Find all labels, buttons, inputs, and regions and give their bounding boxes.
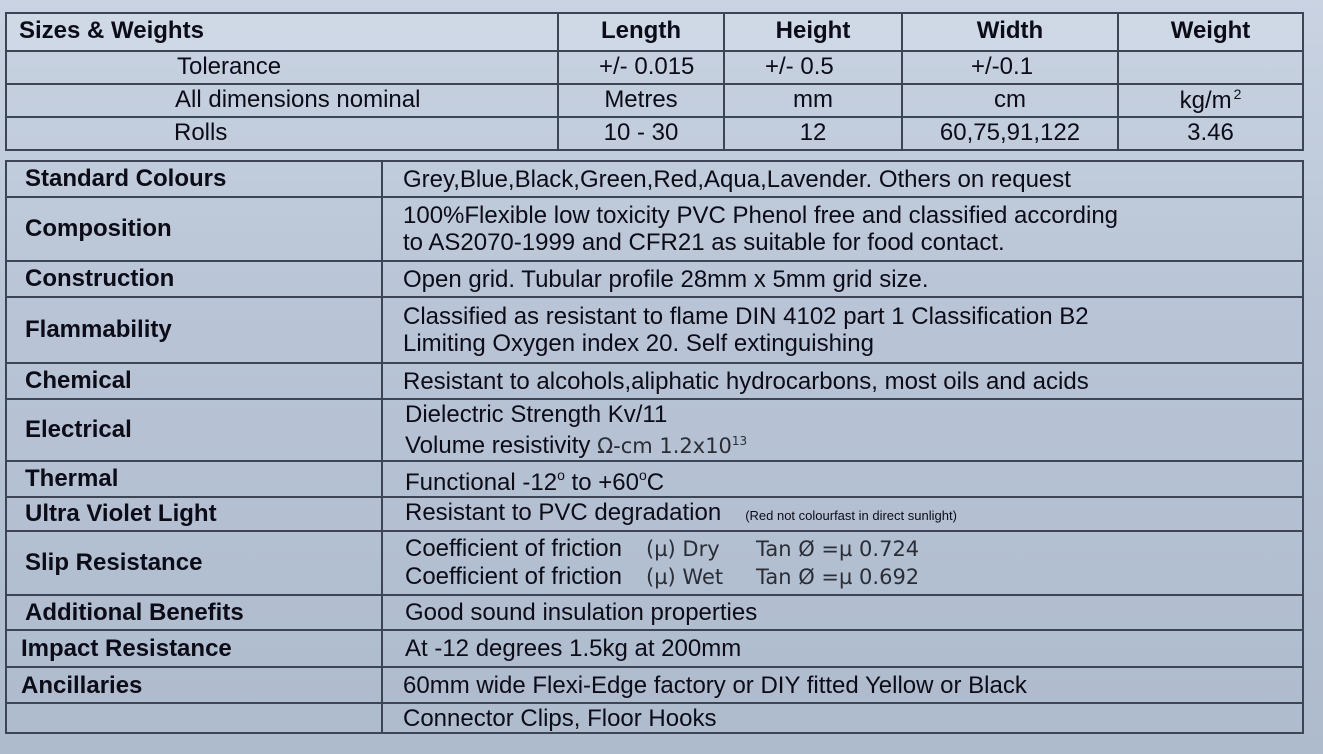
composition-label: Composition (6, 197, 382, 261)
additional-benefits-label: Additional Benefits (6, 595, 382, 630)
tolerance-weight (1118, 51, 1303, 84)
resistivity-exponent: 13 (731, 433, 748, 448)
tolerance-row (6, 51, 1303, 84)
composition-line-1: 100%Flexible low toxicity PVC Phenol free and classified according (403, 202, 1119, 229)
ancillaries-label: Ancillaries (6, 667, 382, 703)
slip-row-wet (405, 563, 1302, 591)
uv-value (382, 497, 1303, 531)
rolls-width: 60,75,91,122 (902, 117, 1118, 150)
sizes-weights-heading: Sizes & Weights (6, 13, 558, 51)
ancillaries-value-2: Connector Clips, Floor Hooks (382, 703, 1303, 733)
slip-wet-text: Coefficient of friction (405, 563, 622, 590)
impact-resistance-row (6, 630, 1303, 667)
rolls-height: 12 (724, 117, 902, 150)
electrical-label: Electrical (6, 399, 382, 461)
impact-resistance-label: Impact Resistance (6, 630, 382, 667)
standard-colours-row (6, 161, 1303, 197)
width-heading: Width (902, 13, 1118, 51)
nominal-weight-unit (1118, 84, 1303, 117)
slip-resistance-value (382, 531, 1303, 595)
resistivity-number: Ω-cm 1.2x10 (597, 433, 732, 458)
uv-note: (Red not colourfast in direct sunlight) (745, 508, 957, 523)
thermal-row (6, 461, 1303, 497)
slip-dry-unit: (µ) Dry (646, 537, 720, 561)
electrical-value (382, 399, 1303, 461)
rolls-row (6, 117, 1303, 150)
uv-label: Ultra Violet Light (6, 497, 382, 531)
flammability-line-1: Classified as resistant to flame DIN 4102 part 1 Classification B2 (403, 303, 1089, 330)
slip-wet-tan: Tan Ø =µ 0.692 (756, 565, 920, 589)
ancillaries-row (6, 667, 1303, 703)
nominal-height-unit: mm (724, 84, 902, 117)
ancillaries-label-empty (6, 703, 382, 733)
thermal-degree-a: o (557, 467, 565, 483)
rolls-label: Rolls (6, 117, 558, 150)
slip-dry-text: Coefficient of friction (405, 535, 622, 562)
rolls-length: 10 - 30 (558, 117, 724, 150)
weight-unit-superscript: 2 (1233, 86, 1242, 102)
rolls-weight: 3.46 (1118, 117, 1303, 150)
standard-colours-value: Grey,Blue,Black,Green,Red,Aqua,Lavender. Others on request (382, 161, 1303, 197)
nominal-row (6, 84, 1303, 117)
composition-line-2: to AS2070-1999 and CFR21 as suitable for food contact. (403, 229, 1005, 256)
nominal-length-unit: Metres (558, 84, 724, 117)
ancillaries-value-1: 60mm wide Flexi-Edge factory or DIY fitted Yellow or Black (382, 667, 1303, 703)
flammability-row (6, 297, 1303, 363)
electrical-line-1: Dielectric Strength Kv/11 (405, 400, 668, 428)
tolerance-width: +/-0.1 (902, 51, 1118, 84)
slip-wet-unit: (µ) Wet (646, 565, 724, 589)
thermal-value (382, 461, 1303, 497)
construction-label: Construction (6, 261, 382, 297)
chemical-label: Chemical (6, 363, 382, 399)
uv-text: Resistant to PVC degradation (405, 499, 722, 526)
thermal-text-c: C (646, 469, 665, 496)
ancillaries-row-2 (6, 703, 1303, 733)
standard-colours-label: Standard Colours (6, 161, 382, 197)
flammability-line-2: Limiting Oxygen index 20. Self extinguishing (403, 330, 874, 357)
slip-resistance-row (6, 531, 1303, 595)
nominal-label: All dimensions nominal (6, 84, 558, 117)
tolerance-length: +/- 0.015 (558, 51, 724, 84)
resistivity-value (597, 434, 747, 458)
slip-row-dry (405, 535, 1302, 563)
sizes-header-row (6, 13, 1303, 51)
construction-row (6, 261, 1303, 297)
electrical-row (6, 399, 1303, 461)
nominal-width-unit: cm (902, 84, 1118, 117)
construction-value: Open grid. Tubular profile 28mm x 5mm grid size. (382, 261, 1303, 297)
composition-value (382, 197, 1303, 261)
height-heading: Height (724, 13, 902, 51)
flammability-label: Flammability (6, 297, 382, 363)
length-heading: Length (558, 13, 724, 51)
thermal-text-b: to +60 (564, 469, 639, 496)
resistivity-text: Volume resistivity (405, 431, 591, 459)
sizes-weights-table (5, 12, 1304, 151)
properties-table (5, 160, 1304, 734)
impact-resistance-value: At -12 degrees 1.5kg at 200mm (382, 630, 1303, 667)
chemical-value: Resistant to alcohols,aliphatic hydrocarbons, most oils and acids (382, 363, 1303, 399)
additional-benefits-value: Good sound insulation properties (382, 595, 1303, 630)
tolerance-label: Tolerance (6, 51, 558, 84)
additional-benefits-row (6, 595, 1303, 630)
chemical-row (6, 363, 1303, 399)
thermal-text-a: Functional -12 (405, 469, 558, 496)
electrical-line-2 (405, 428, 1302, 460)
uv-row (6, 497, 1303, 531)
thermal-label: Thermal (6, 461, 382, 497)
composition-row (6, 197, 1303, 261)
flammability-value (382, 297, 1303, 363)
thermal-degree-b: o (638, 467, 647, 483)
weight-unit-text: kg/m (1179, 87, 1232, 114)
slip-dry-tan: Tan Ø =µ 0.724 (756, 537, 920, 561)
slip-resistance-label: Slip Resistance (6, 531, 382, 595)
tolerance-height: +/- 0.5 (724, 51, 902, 84)
weight-heading: Weight (1118, 13, 1303, 51)
